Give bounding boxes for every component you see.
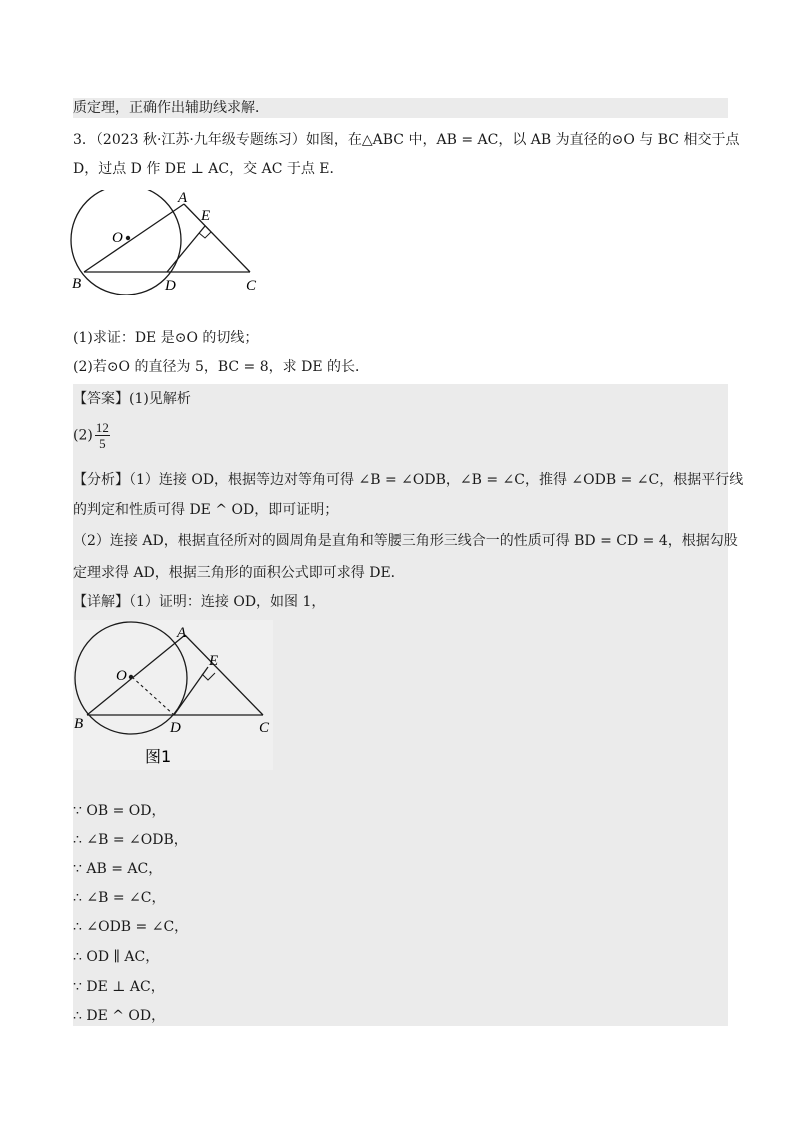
- fig1-label-O: O: [112, 230, 123, 246]
- proof-line-2: ∴ ∠B = ∠ODB，: [73, 832, 188, 848]
- proof-line-6: ∴ OD ∥ AC，: [73, 949, 160, 965]
- proof-line-8: ∴ DE ^ OD，: [73, 1008, 166, 1024]
- fig1-label-D: D: [165, 278, 176, 294]
- fig1-label-E: E: [201, 208, 211, 224]
- proof-line-5: ∴ ∠ODB = ∠C，: [73, 919, 189, 935]
- question-3-part1: (1)求证：DE 是⊙O 的切线；: [73, 330, 259, 346]
- fig2-label-C: C: [259, 720, 270, 736]
- fig1-label-B: B: [72, 276, 82, 292]
- analysis-line3: （2）连接 AD，根据直径所对的圆周角是直角和等腰三角形三线合一的性质可得 BD = CD = 4，根据勾股: [73, 533, 738, 549]
- fig1-label-A: A: [178, 190, 188, 206]
- question-3-line2: D，过点 D 作 DE ⊥ AC，交 AC 于点 E．: [73, 161, 344, 177]
- fig2-label-O: O: [116, 668, 127, 684]
- detail-line1: 【详解】（1）证明：连接 OD，如图 1，: [73, 594, 326, 610]
- fig2-label-A: A: [177, 625, 187, 641]
- analysis-line2: 的判定和性质可得 DE ^ OD，即可证明；: [73, 502, 339, 518]
- figure-2: [73, 620, 273, 770]
- fig2-caption: 图1: [145, 747, 172, 766]
- proof-line-1: ∵ OB = OD，: [73, 803, 166, 819]
- answer-line1: 【答案】(1)见解析: [73, 391, 191, 407]
- answer-fraction: $\frac{12}{5}$: [95, 420, 109, 451]
- analysis-line4: 定理求得 AD，根据三角形的面积公式即可求得 DE．: [73, 565, 405, 581]
- proof-line-3: ∵ AB = AC，: [73, 861, 163, 877]
- fig1-label-C: C: [246, 278, 257, 294]
- figure-1: [68, 190, 268, 295]
- proof-line-4: ∴ ∠B = ∠C，: [73, 890, 166, 906]
- question-3-line1: 3．（2023 秋·江苏·九年级专题练习）如图，在△ABC 中，AB = AC，以 AB 为直径的⊙O 与 BC 相交于点: [73, 132, 740, 148]
- continuation-text: 质定理，正确作出辅助线求解．: [73, 98, 728, 118]
- fig2-label-E: E: [209, 653, 219, 669]
- proof-line-7: ∵ DE ⊥ AC，: [73, 979, 165, 995]
- question-3-part2: (2)若⊙O 的直径为 5，BC = 8，求 DE 的长．: [73, 359, 369, 375]
- fig2-label-B: B: [74, 716, 84, 732]
- analysis-line1: 【分析】（1）连接 OD，根据等边对等角可得 ∠B = ∠ODB，∠B = ∠C，推得 ∠ODB = ∠C，根据平行线: [73, 472, 744, 488]
- answer-line2: (2) $\frac{12}{5}$: [73, 420, 109, 451]
- fig2-label-D: D: [170, 720, 181, 736]
